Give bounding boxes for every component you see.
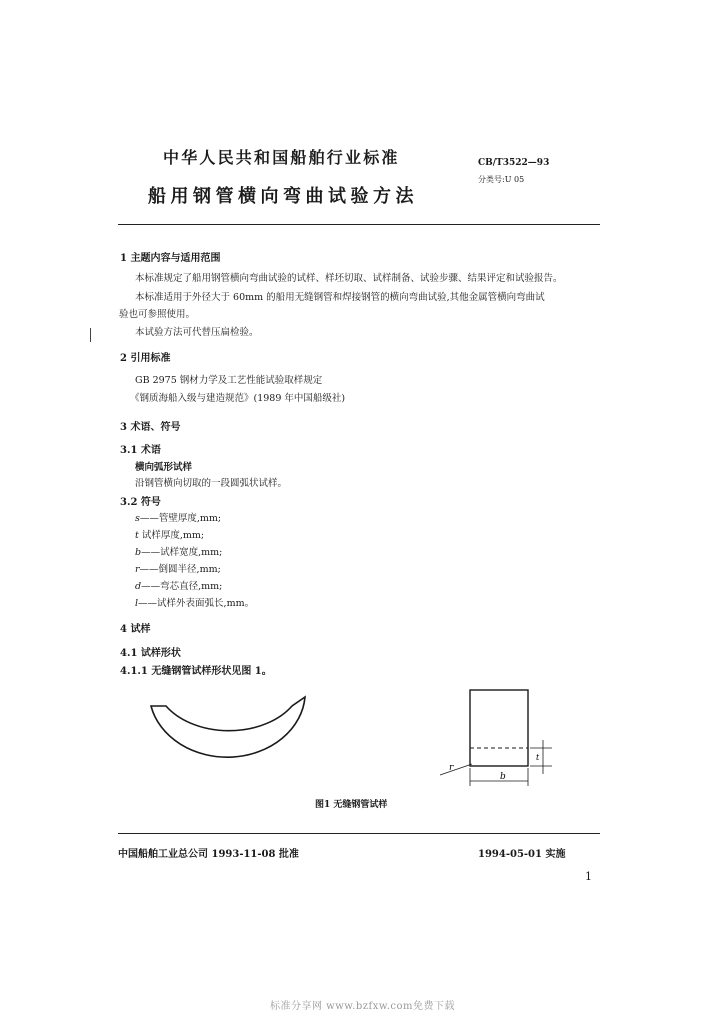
width-label: b [500, 772, 506, 782]
symbol-desc: ——弯芯直径,mm; [141, 581, 223, 592]
section-1-para-3: 本试验方法可代替压扁检验。 [135, 327, 259, 338]
figure-1-caption: 图1 无缝钢管试样 [315, 800, 388, 810]
section-1-heading: 1 主题内容与适用范围 [120, 253, 221, 264]
symbol: b [135, 547, 142, 558]
classification-number: 分类号:U 05 [478, 175, 525, 184]
symbol: d [135, 581, 142, 592]
watermark: 标准分享网 www.bzfxw.com免费下载 [269, 1001, 455, 1012]
term-definition: 沿钢管横向切取的一段圆弧状试样。 [135, 478, 288, 489]
issuing-org-title: 中华人民共和国船舶行业标准 [163, 148, 400, 167]
symbol-desc: 试样厚度,mm; [138, 530, 205, 541]
document-title: 船用钢管横向弯曲试验方法 [148, 186, 418, 207]
arc-specimen-outline [151, 697, 305, 757]
section-1-para-1: 本标准规定了船用钢管横向弯曲试验的试样、样坯切取、试样制备、试验步骤、结果评定和试验报告。 [135, 273, 563, 284]
section-3-heading: 3 术语、符号 [120, 422, 181, 433]
term-name: 横向弧形试样 [135, 462, 193, 473]
symbol: s [135, 513, 140, 524]
symbol: t [135, 530, 139, 541]
symbol-desc: ——管壁厚度,mm; [139, 513, 222, 524]
symbol: r [135, 564, 140, 575]
thickness-label: t [536, 753, 540, 762]
reference-2: 《钢质海船入级与建造规范》(1989 年中国船级社) [130, 393, 346, 404]
symbol-desc: ——倒圆半径,mm; [139, 564, 221, 575]
footer-divider [118, 833, 600, 834]
section-4-1-heading: 4.1 试样形状 [120, 648, 181, 659]
effective-date: 1994-05-01 实施 [478, 849, 566, 860]
section-3-2-heading: 3.2 符号 [120, 497, 161, 508]
symbol-desc: ——试样外表面弧长,mm。 [138, 598, 255, 609]
section-4-1-1-text: 4.1.1 无缝钢管试样形状见图 1。 [120, 666, 272, 677]
symbol-desc: ——试样宽度,mm; [141, 547, 223, 558]
standard-code: CB/T3522—93 [478, 158, 550, 168]
section-1-para-2-line-2: 验也可参照使用。 [119, 309, 196, 320]
symbol: l [135, 598, 139, 609]
radius-label: r [449, 763, 454, 773]
radius-leader-line [440, 764, 472, 775]
section-1-para-2-line-1: 本标准适用于外径大于 60mm 的船用无缝钢管和焊接钢管的横向弯曲试验,其他金属管横向弯曲试 [135, 292, 545, 303]
section-3-1-heading: 3.1 术语 [120, 445, 161, 456]
page-number: 1 [585, 870, 592, 883]
section-4-heading: 4 试样 [120, 624, 151, 635]
section-rectangle [470, 690, 528, 766]
section-2-heading: 2 引用标准 [120, 353, 171, 364]
reference-1: GB 2975 钢材力学及工艺性能试验取样规定 [135, 375, 323, 386]
approval-line: 中国船舶工业总公司 1993-11-08 批准 [118, 849, 299, 860]
